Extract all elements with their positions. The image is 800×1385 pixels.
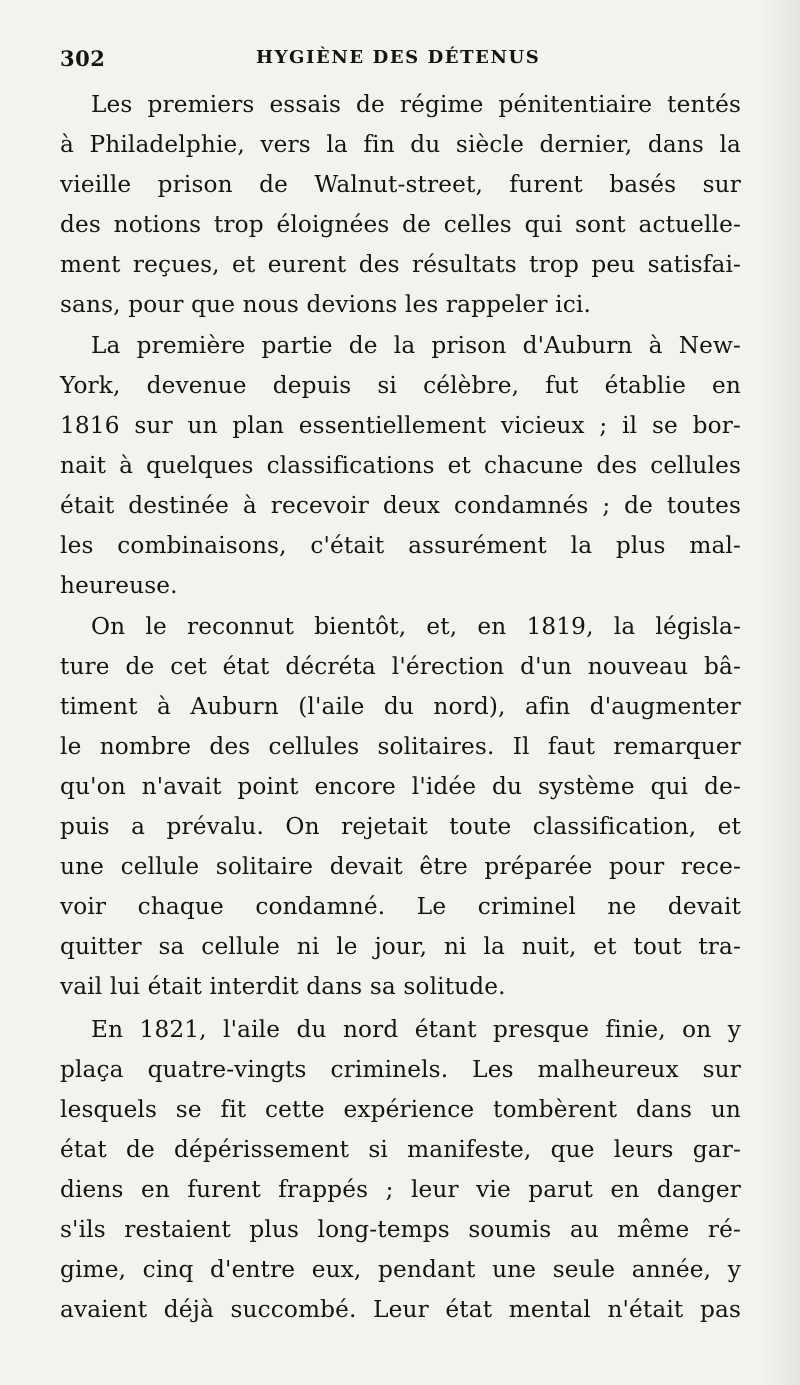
text-line: qu'on n'avait point encore l'idée du système qui de- <box>60 773 741 800</box>
page-number: 302 <box>60 46 106 71</box>
text-line: La première partie de la prison d'Auburn à New- <box>91 332 741 359</box>
text-line: puis a prévalu. On rejetait toute classification, et <box>60 813 741 840</box>
text-line: York, devenue depuis si célèbre, fut établie en <box>60 372 741 399</box>
text-line: Les premiers essais de régime pénitentiaire tentés <box>91 91 741 118</box>
text-line: En 1821, l'aile du nord étant presque finie, on y <box>91 1016 741 1043</box>
text-line: une cellule solitaire devait être préparée pour rece- <box>60 853 741 880</box>
text-line: quitter sa cellule ni le jour, ni la nuit, et tout tra- <box>60 933 741 960</box>
text-line: 1816 sur un plan essentiellement vicieux ; il se bor- <box>60 412 741 439</box>
text-line: à Philadelphie, vers la fin du siècle dernier, dans la <box>60 131 741 158</box>
text-line: était destinée à recevoir deux condamnés ; de toutes <box>60 492 741 519</box>
text-line: s'ils restaient plus long-temps soumis au même ré- <box>60 1216 741 1243</box>
text-line: lesquels se fit cette expérience tombèrent dans un <box>60 1096 741 1123</box>
text-line: nait à quelques classifications et chacune des cellules <box>60 452 741 479</box>
text-line: ture de cet état décréta l'érection d'un nouveau bâ- <box>60 653 741 680</box>
text-line: le nombre des cellules solitaires. Il faut remarquer <box>60 733 741 760</box>
text-line: On le reconnut bientôt, et, en 1819, la législa- <box>91 613 741 640</box>
text-line: heureuse. <box>60 572 178 599</box>
text-line: avaient déjà succombé. Leur état mental n'était pas <box>60 1296 741 1323</box>
text-line: des notions trop éloignées de celles qui sont actuelle- <box>60 211 741 238</box>
text-line: état de dépérissement si manifeste, que leurs gar- <box>60 1136 741 1163</box>
text-line: vieille prison de Walnut-street, furent basés sur <box>60 171 741 198</box>
text-line: plaça quatre-vingts criminels. Les malheureux sur <box>60 1056 741 1083</box>
text-line: gime, cinq d'entre eux, pendant une seule année, y <box>60 1256 741 1283</box>
text-line: les combinaisons, c'était assurément la plus mal- <box>60 532 741 559</box>
text-line: voir chaque condamné. Le criminel ne devait <box>60 893 741 920</box>
text-line: vail lui était interdit dans sa solitude. <box>60 973 506 1000</box>
running-head <box>60 46 740 76</box>
text-line: timent à Auburn (l'aile du nord), afin d'augmenter <box>60 693 741 720</box>
text-line: ment reçues, et eurent des résultats trop peu satisfai- <box>60 251 741 278</box>
text-line: sans, pour que nous devions les rappeler ici. <box>60 291 591 318</box>
running-title: HYGIÈNE DES DÉTENUS <box>256 47 541 68</box>
text-line: diens en furent frappés ; leur vie parut en danger <box>60 1176 741 1203</box>
